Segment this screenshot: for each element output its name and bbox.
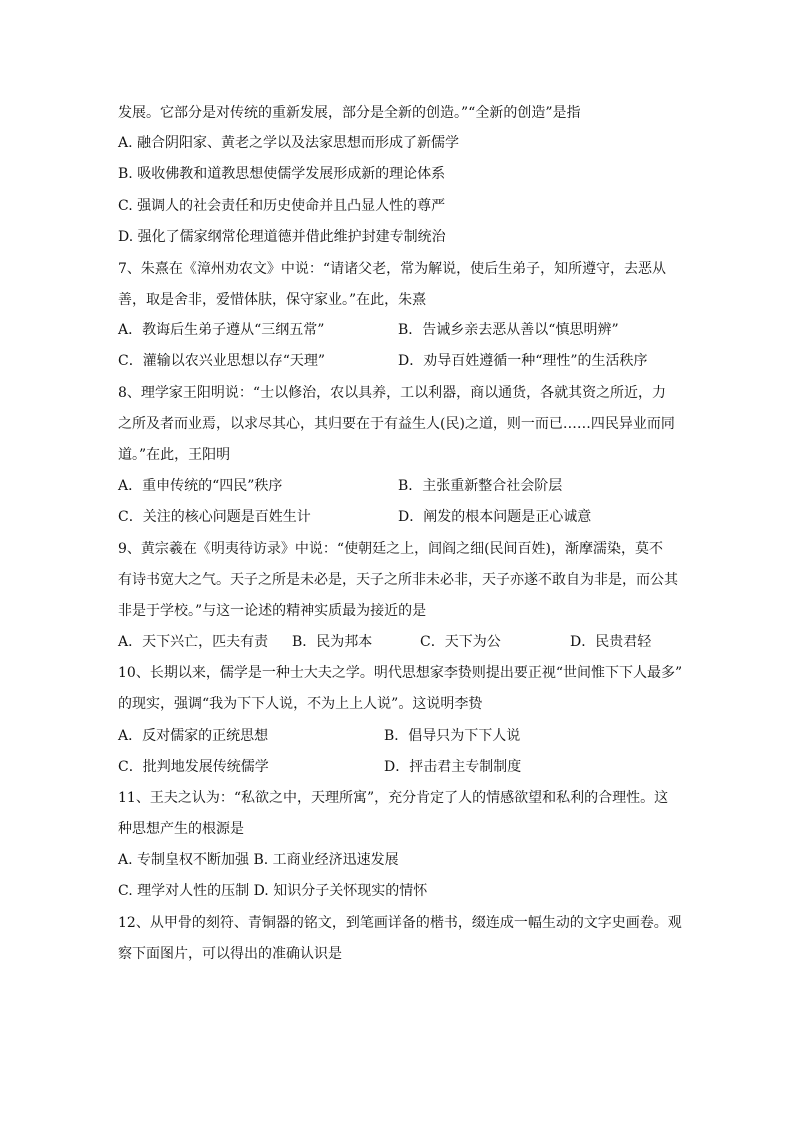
q10-option-c: C．批判地发展传统儒学	[118, 759, 269, 775]
q9-option-b: B．民为邦本	[292, 634, 373, 650]
question-12-text: 察下面图片，可以得出的准确认识是	[118, 946, 342, 962]
question-8-text: 道。”在此，王阳明	[118, 447, 231, 463]
question-10-text: 的现实，强调“我为下下人说，不为上上人说”。这说明李贽	[118, 696, 483, 712]
q8-option-c: C．关注的核心问题是百姓生计	[118, 509, 311, 525]
question-7-text: 7、朱熹在《漳州劝农文》中说：“请诸父老，常为解说，使后生弟子，知所遵守，去恶从	[118, 261, 667, 277]
q7-option-d: D．劝导百姓遵循一种“理性”的生活秩序	[398, 353, 648, 369]
question-11-text: 种思想产生的根源是	[118, 821, 244, 837]
option-c: C. 强调人的社会责任和历史使命并且凸显人性的尊严	[118, 198, 446, 214]
question-11-text: 11、王夫之认为：“私欲之中，天理所寓”，充分肯定了人的情感欲望和私利的合理性。这	[118, 790, 669, 806]
option-b: B. 吸收佛教和道教思想使儒学发展形成新的理论体系	[118, 166, 446, 182]
option-a: A. 融合阴阳家、黄老之学以及法家思想而形成了新儒学	[118, 135, 460, 151]
question-7-text: 善，取是舍非，爱惜体肤，保守家业。”在此，朱熹	[118, 292, 427, 308]
q8-option-d: D．阐发的根本问题是正心诚意	[398, 509, 592, 525]
question-12-text: 12、从甲骨的刻符、青铜器的铭文，到笔画详备的楷书，缀连成一幅生动的文字史画卷。观	[118, 915, 682, 931]
q9-option-d: D．民贵君轻	[570, 634, 652, 650]
q11-options-ab: A. 专制皇权不断加强 B. 工商业经济迅速发展	[118, 852, 399, 868]
q10-option-a: A．反对儒家的正统思想	[118, 728, 269, 744]
q8-option-a: A．重申传统的“四民”秩序	[118, 478, 283, 494]
q10-option-b: B．倡导只为下下人说	[384, 728, 521, 744]
q9-option-c: C．天下为公	[420, 634, 501, 650]
option-d: D. 强化了儒家纲常伦理道德并借此维护封建专制统治	[118, 229, 446, 245]
question-10-text: 10、长期以来，儒学是一种士大夫之学。明代思想家李贽则提出要正视“世间惟下下人最多”	[118, 665, 683, 681]
text-line: 发展。它部分是对传统的重新发展，部分是全新的创造。”“全新的创造”是指	[118, 105, 581, 121]
question-8-text: 之所及者而业焉，以求尽其心，其归要在于有益生人(民)之道，则一而已……四民异业而同	[118, 416, 675, 432]
q8-option-b: B．主张重新整合社会阶层	[398, 478, 563, 494]
question-9-text: 有诗书宽大之气。天子之所是未必是，天子之所非未必非，天子亦遂不敢自为非是，而公其	[118, 572, 678, 588]
q7-option-a: A．教诲后生弟子遵从“三纲五常”	[118, 322, 325, 338]
question-9-text: 非是于学校。”与这一论述的精神实质最为接近的是	[118, 603, 427, 619]
q7-option-b: B．告诫乡亲去恶从善以“慎思明辨”	[398, 322, 619, 338]
q10-option-d: D．抨击君主专制制度	[384, 759, 522, 775]
q7-option-c: C．灌输以农兴业思想以存“天理”	[118, 353, 326, 369]
question-9-text: 9、黄宗羲在《明夷待访录》中说：“使朝廷之上，闾阎之细(民间百姓)，渐摩濡染，莫不	[118, 541, 663, 557]
q9-option-a: A．天下兴亡，匹夫有责	[118, 634, 269, 650]
q11-options-cd: C. 理学对人性的压制 D. 知识分子关怀现实的情怀	[118, 883, 428, 899]
question-8-text: 8、理学家王阳明说：“士以修治，农以具养，工以利器，商以通货，各就其资之所近，力	[118, 385, 667, 401]
